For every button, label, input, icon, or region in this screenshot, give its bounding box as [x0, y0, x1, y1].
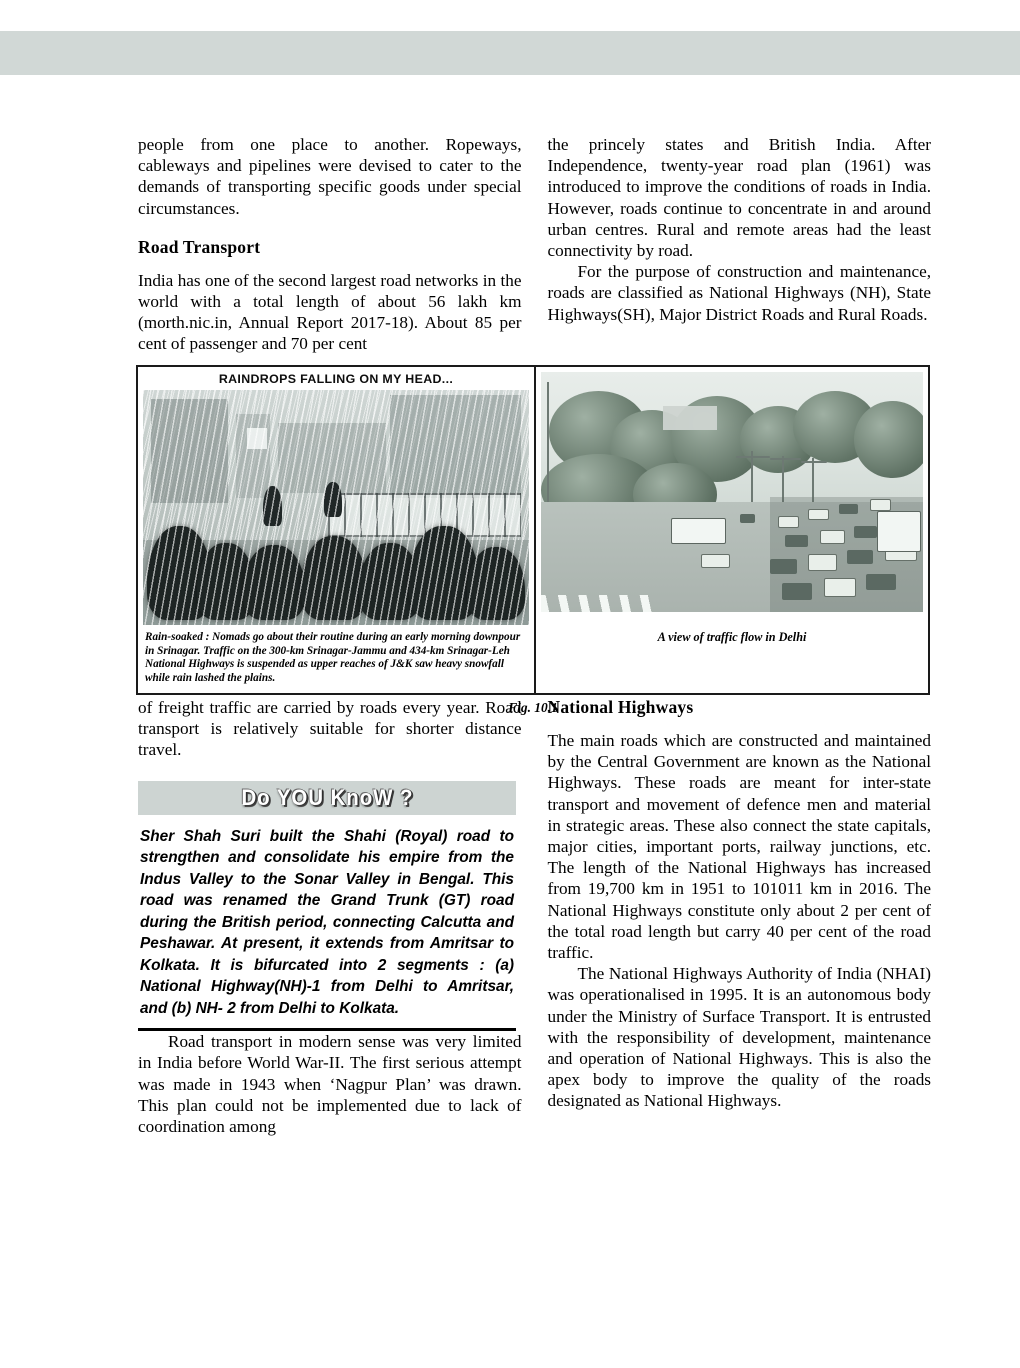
paragraph-continued-right: the princely states and British India. After Independence, twenty-year road plan (1961) was introduced to improve the conditions of roads in India. However, roads continue to concentrate in and around urban centres. Rural and remote areas had the least connectivity by road.: [547, 135, 931, 261]
paragraph-nhai: The National Highways Authority of India (NHAI) was operationalised in 1995. It is an autonomous body under the Ministry of Surface Transport. It is entrusted with the responsibility of development, maintenance and operation of National Highways. This is also the apex body to improve the quality of the roads designated as National Highways.: [547, 964, 931, 1111]
left-column-bottom: [138, 697, 522, 1137]
news-banner-headline: RAINDROPS FALLING ON MY HEAD...: [138, 367, 534, 390]
right-column-bottom: [548, 697, 932, 1112]
heading-national-highways: National Highways: [547, 697, 694, 717]
do-you-know-header: [138, 781, 516, 815]
paragraph-after-figure: of freight traffic are carried by roads every year. Road transport is relatively suitable for shorter distance travel.: [138, 698, 522, 760]
page-content-lower: [138, 697, 931, 1137]
columns-top: [138, 134, 931, 355]
page-top-band: [0, 31, 1020, 75]
paragraph-continued-left: people from one place to another. Ropeways, cableways and pipelines were devised to cater to the demands of transporting specific goods under special circumstances.: [138, 135, 522, 218]
figure-right-panel: [536, 367, 928, 693]
photo-rain-soaked-nomads: [143, 390, 529, 625]
left-column-top: [138, 134, 522, 355]
figure-label: Fig. 10.1: [508, 700, 558, 716]
figure-right-caption: A view of traffic flow in Delhi: [657, 630, 807, 644]
heading-road-transport: Road Transport: [138, 236, 261, 257]
do-you-know-box: [138, 781, 516, 1032]
page-content: [138, 134, 931, 355]
figure-box: [136, 365, 930, 695]
paragraph-nagpur-plan: Road transport in modern sense was very limited in India before World War-II. The first serious attempt was made in 1943 when ‘Nagpur Plan’ was drawn. This plan could not be implemented due to lack of coordination among: [138, 1032, 522, 1136]
paragraph-national-highways: The main roads which are constructed and maintained by the Central Government are known as the National Highways. These roads are meant for inter-state transport and movement of defence men and material in strategic areas. These also connect the state capitals, major cities, important ports, railway junctions, etc. The length of the National Highways has increased from 19,700 km in 1951 to 101011 km in 2016. The National Highways constitute only about 2 per cent of the total road length but carry 40 per cent of the road traffic.: [547, 731, 931, 963]
paragraph-road-transport: India has one of the second largest road networks in the world with a total length of about 56 lakh km (morth.nic.in, Annual Report 2017-18). About 85 per cent of passenger and 70 per cent: [138, 270, 522, 354]
columns-bottom: [138, 697, 931, 1137]
figure-left-caption: Rain-soaked : Nomads go about their routine during an early morning downpour in Srinagar. Traffic on the 300-km Srinagar-Jammu and 434-km Srinagar-Leh National Highways is suspended as upper reaches of J&K saw heavy snowfall while rain lashed the plains.: [145, 631, 521, 684]
figure-10-1: [136, 365, 930, 716]
do-you-know-title: Do YOU KnoW ?: [241, 784, 413, 810]
do-you-know-body: Sher Shah Suri built the Shahi (Royal) road to strengthen and consolidate his empire from the Indus Valley to the Sonar Valley in Bengal. This road was renamed the Grand Trunk (GT) road during the British period, connecting Calcutta and Peshawar. At present, it extends from Amritsar to Kolkata. It is bifurcated into 2 segments : (a) National Highway(NH)-1 from Delhi to Amritsar, and (b) NH- 2 from Delhi to Kolkata.: [140, 827, 514, 1017]
right-column-top: [548, 134, 932, 325]
figure-left-panel: [138, 367, 536, 693]
photo-delhi-traffic-flow: [541, 372, 923, 612]
paragraph-road-classification: For the purpose of construction and maintenance, roads are classified as National Highways (NH), State Highways(SH), Major District Roads and Rural Roads.: [547, 262, 931, 324]
